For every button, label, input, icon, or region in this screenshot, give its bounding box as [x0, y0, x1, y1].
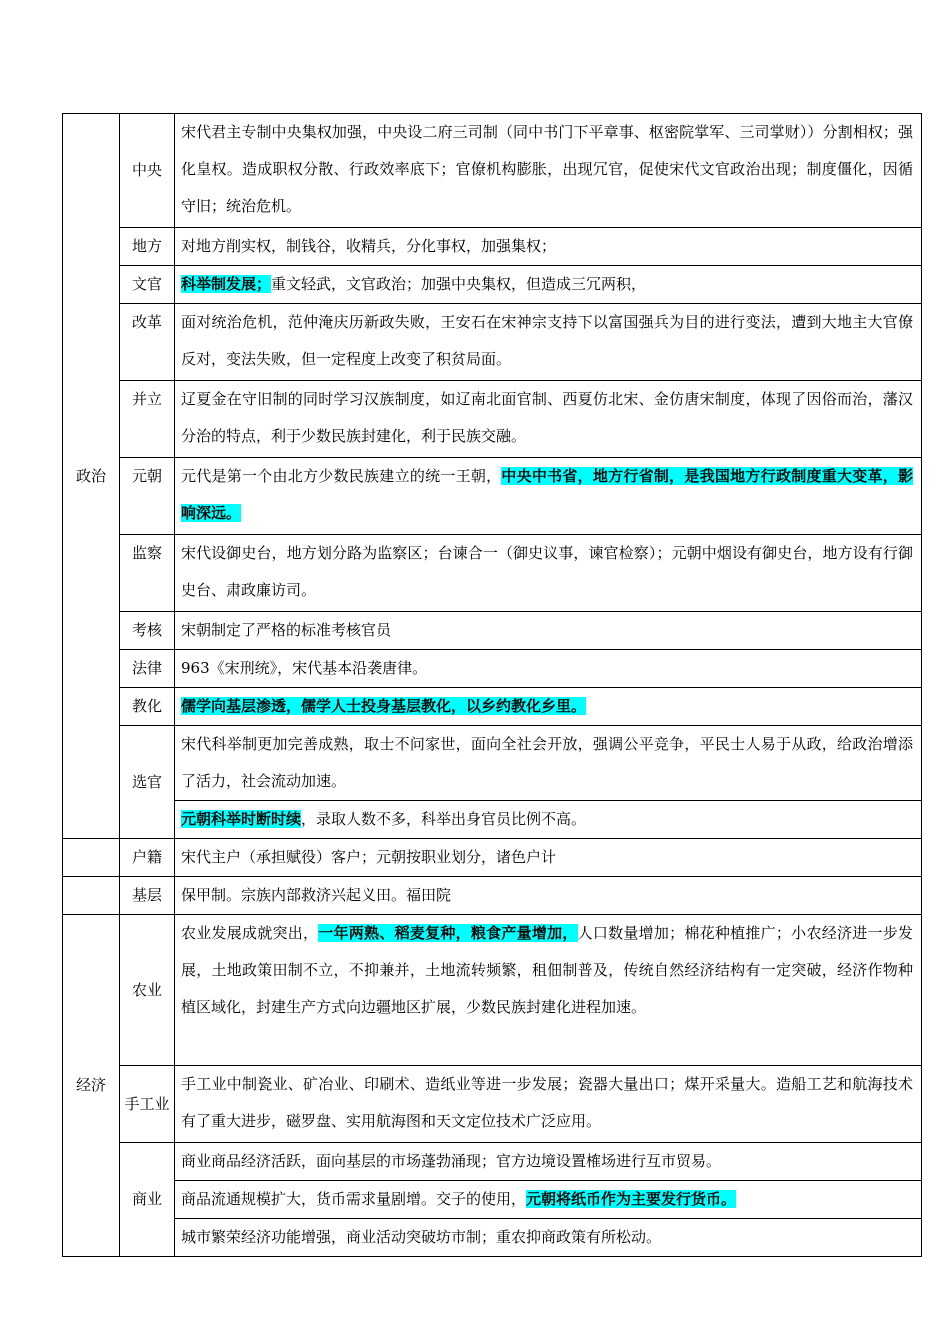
content-text: 农业发展成就突出， — [181, 924, 319, 942]
content-cell: 商业商品经济活跃，面向基层的市场蓬勃涌现；官方边境设置榷场进行互市贸易。 — [175, 1143, 922, 1181]
subcategory-cell: 中央 — [120, 114, 175, 228]
content-text: 商品流通规模扩大，货币需求量剧增。交子的使用， — [181, 1190, 527, 1208]
table-row — [63, 915, 922, 1066]
subcategory-cell: 基层 — [120, 877, 175, 915]
subcategory-cell: 手工业 — [120, 1066, 175, 1143]
table-row — [63, 1066, 922, 1143]
subcategory-cell: 商业 — [120, 1143, 175, 1257]
table-row — [63, 304, 922, 381]
table-row — [63, 535, 922, 612]
content-text: 元代是第一个由北方少数民族建立的统一王朝， — [181, 467, 502, 485]
highlight-text: 儒学向基层渗透，儒学人士投身基层教化，以乡约教化乡里。 — [181, 697, 587, 715]
table-row — [63, 688, 922, 726]
content-cell: 保甲制。宗族内部救济兴起义田。福田院 — [175, 877, 922, 915]
content-cell: 963《宋刑统》，宋代基本沿袭唐律。 — [175, 650, 922, 688]
category-cell: 政治 — [63, 114, 120, 839]
table-row — [63, 801, 922, 839]
content-cell — [175, 801, 922, 839]
content-cell — [175, 1181, 922, 1219]
table-row — [63, 726, 922, 801]
table-row — [63, 877, 922, 915]
content-cell: 城市繁荣经济功能增强，商业活动突破坊市制；重农抑商政策有所松动。 — [175, 1219, 922, 1257]
subcategory-cell: 户籍 — [120, 839, 175, 877]
category-cell — [63, 839, 120, 877]
highlight-text: 元朝科举时断时续 — [181, 810, 302, 828]
table-row — [63, 612, 922, 650]
subcategory-cell: 法律 — [120, 650, 175, 688]
content-cell: 宋代君主专制中央集权加强，中央设二府三司制（同中书门下平章事、枢密院掌军、三司掌财））分割相权；强化皇权。造成职权分散、行政效率底下；官僚机构膨胀，出现冗官，促使宋代文官政治出现；制度僵化，因循守旧；统治危机。 — [175, 114, 922, 228]
highlight-text: 中央中书省，地方行省制，是我国地方行政制度重大变革，影响深远。 — [181, 467, 913, 522]
content-cell: 宋代设御史台，地方划分路为监察区；台谏合一（御史议事，谏官检察）；元朝中烟设有御史台，地方设有行御史台、肃政廉访司。 — [175, 535, 922, 612]
content-cell: 手工业中制瓷业、矿冶业、印刷术、造纸业等进一步发展；瓷器大量出口；煤开采量大。造船工艺和航海技术有了重大进步，磁罗盘、实用航海图和天文定位技术广泛应用。 — [175, 1066, 922, 1143]
content-cell: 辽夏金在守旧制的同时学习汉族制度，如辽南北面官制、西夏仿北宋、金仿唐宋制度，体现了因俗而治，藩汉分治的特点，利于少数民族封建化，利于民族交融。 — [175, 381, 922, 458]
table-row — [63, 266, 922, 304]
content-text: ，录取人数不多，科举出身官员比例不高。 — [301, 810, 587, 828]
content-cell — [175, 915, 922, 1066]
content-cell: 宋代主户（承担赋役）客户；元朝按职业划分，诸色户计 — [175, 839, 922, 877]
content-cell — [175, 266, 922, 304]
subcategory-cell: 改革 — [120, 304, 175, 381]
highlight-text: 元朝将纸币作为主要发行货币。 — [526, 1190, 737, 1208]
content-cell — [175, 458, 922, 535]
content-cell: 宋朝制定了严格的标准考核官员 — [175, 612, 922, 650]
subcategory-cell: 监察 — [120, 535, 175, 612]
table-row — [63, 228, 922, 266]
subcategory-cell: 地方 — [120, 228, 175, 266]
content-cell: 宋代科举制更加完善成熟，取士不问家世，面向全社会开放，强调公平竞争，平民士人易于从政，给政治增添了活力，社会流动加速。 — [175, 726, 922, 801]
subcategory-cell: 考核 — [120, 612, 175, 650]
subcategory-cell: 元朝 — [120, 458, 175, 535]
content-text: 重文轻武，文官政治；加强中央集权，但造成三冗两积， — [271, 275, 647, 293]
highlight-text: 科举制发展； — [181, 275, 272, 293]
history-summary-table — [62, 113, 922, 1257]
subcategory-cell: 文官 — [120, 266, 175, 304]
content-cell: 对地方削实权，制钱谷，收精兵，分化事权，加强集权； — [175, 228, 922, 266]
table-row — [63, 1219, 922, 1257]
category-cell: 经济 — [63, 915, 120, 1257]
subcategory-cell: 并立 — [120, 381, 175, 458]
table-row — [63, 650, 922, 688]
content-cell — [175, 688, 922, 726]
table-row — [63, 458, 922, 535]
table-row — [63, 114, 922, 228]
table-row — [63, 839, 922, 877]
table-row — [63, 1143, 922, 1181]
content-text: 人口数量增加；棉花种植推广；小农经济进一步发展，土地政策田制不立，不抑兼并，土地流转频繁，租佃制普及，传统自然经济结构有一定突破，经济作物种植区域化，封建生产方式向边疆地区扩展，少数民族封建化进程加速。 — [181, 924, 913, 1016]
subcategory-cell: 教化 — [120, 688, 175, 726]
subcategory-cell: 农业 — [120, 915, 175, 1066]
subcategory-cell: 选官 — [120, 726, 175, 839]
category-cell — [63, 877, 120, 915]
highlight-text: 一年两熟、稻麦复种，粮食产量增加， — [318, 924, 578, 942]
content-cell: 面对统治危机，范仲淹庆历新政失败，王安石在宋神宗支持下以富国强兵为目的进行变法，遭到大地主大官僚反对，变法失败，但一定程度上改变了积贫局面。 — [175, 304, 922, 381]
table-row — [63, 1181, 922, 1219]
table-row — [63, 381, 922, 458]
